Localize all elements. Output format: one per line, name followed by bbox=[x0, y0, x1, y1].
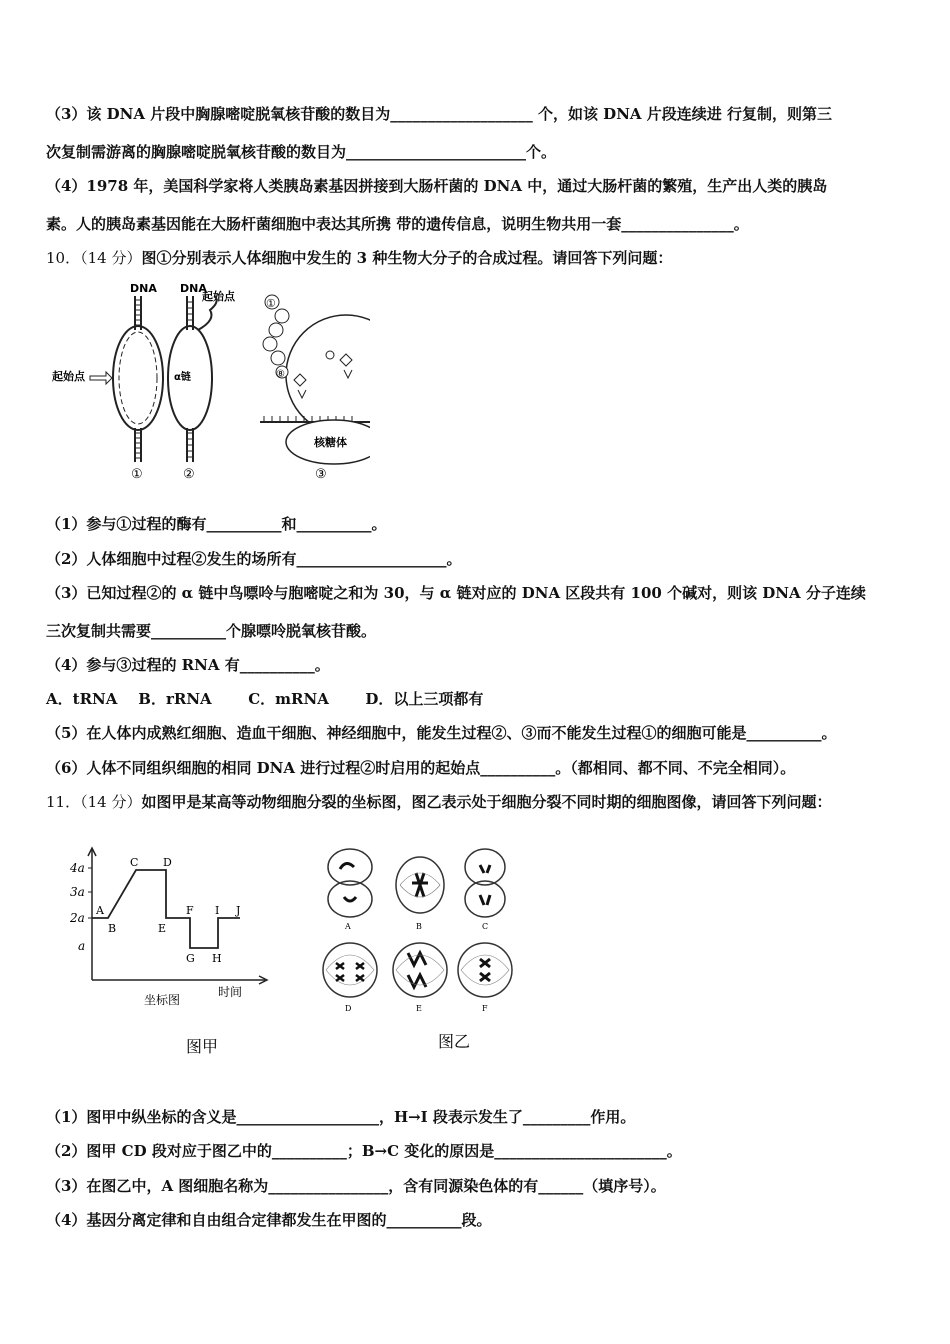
q10-part4: （4）参与③过程的 RNA 有__________。 bbox=[46, 656, 330, 674]
cell-label-E: E bbox=[416, 1004, 422, 1013]
cell-label-F: F bbox=[482, 1004, 488, 1013]
q11-number: 11．（14 分） bbox=[46, 793, 142, 811]
cell-A bbox=[328, 849, 372, 917]
q11-stem-text: 如图甲是某高等动物细胞分裂的坐标图，图乙表示处于细胞分裂不同时期的细胞图像，请回答下列问题： bbox=[141, 793, 832, 811]
q10-part2: （2）人体细胞中过程②发生的场所有____________________。 bbox=[46, 550, 462, 568]
q9-part4-line2: 素。人的胰岛素基因能在大肠杆菌细胞中表达其所携 带的遗传信息，说明生物共用一套_______________。 bbox=[46, 215, 749, 233]
point-I: I bbox=[215, 904, 220, 917]
q10-part1: （1）参与①过程的酶有__________和__________。 bbox=[46, 515, 387, 533]
graph-title: 坐标图 bbox=[144, 993, 181, 1007]
y-tick-a: a bbox=[78, 939, 86, 953]
y-tick-3a: 3a bbox=[70, 885, 85, 899]
point-A: A bbox=[96, 904, 104, 917]
q10-part3-line1: （3）已知过程②的 α 链中鸟嘌呤与胞嘧啶之和为 30，与 α 链对应的 DNA 区段共有 100 个碱对，则该 DNA 分子连续 bbox=[46, 584, 866, 602]
q10-figure bbox=[50, 280, 370, 480]
point-E: E bbox=[158, 922, 167, 935]
origin-label-1: 起始点 bbox=[52, 370, 85, 383]
q10-part3-line2: 三次复制共需要__________个腺嘌呤脱氧核苷酸。 bbox=[46, 622, 377, 640]
point-C: C bbox=[130, 856, 139, 869]
figure-yi-caption: 图乙 bbox=[438, 1032, 471, 1051]
cell-label-C: C bbox=[482, 922, 489, 931]
q11-stem bbox=[46, 791, 910, 812]
graph-jia-figure bbox=[60, 840, 290, 1060]
cell-D bbox=[323, 943, 377, 997]
cells-yi-figure bbox=[320, 845, 540, 1055]
process-1-mark: ① bbox=[131, 467, 143, 480]
q10-options: A．tRNA B．rRNA C．mRNA D．以上三项都有 bbox=[46, 690, 484, 708]
y-tick-4a: 4a bbox=[70, 861, 85, 875]
q10-part6: （6）人体不同组织细胞的相同 DNA 进行过程②时启用的起始点__________。（都相同、都不同、不完全相同）。 bbox=[46, 759, 796, 777]
q9-part4-line1: （4）1978 年，美国科学家将人类胰岛素基因拼接到大肠杆菌的 DNA 中，通过大肠杆菌的繁殖，生产出人类的胰岛 bbox=[46, 177, 828, 195]
q11-part1: （1）图甲中纵坐标的含义是___________________，H→I 段表示发生了_________作用。 bbox=[46, 1108, 636, 1126]
q10-number: 10．（14 分） bbox=[46, 249, 142, 267]
origin-label-2: 起始点 bbox=[202, 290, 235, 303]
q11-part3: （3）在图乙中，A 图细胞名称为________________，含有同源染色体的有______（填序号）。 bbox=[46, 1177, 666, 1195]
point-H: H bbox=[212, 952, 222, 965]
cell-label-B: B bbox=[416, 922, 422, 931]
cell-F bbox=[458, 943, 512, 997]
dna-label-1: DNA bbox=[130, 282, 157, 295]
q11-part2: （2）图甲 CD 段对应于图乙中的__________；B→C 变化的原因是_______________________。 bbox=[46, 1142, 682, 1160]
cell-label-D: D bbox=[345, 1004, 352, 1013]
process-3-mark: ③ bbox=[315, 467, 327, 480]
ribosome-label: 核糖体 bbox=[314, 436, 347, 449]
point-F: F bbox=[186, 904, 194, 917]
alpha-chain-label: α链 bbox=[174, 372, 191, 383]
cell-E bbox=[393, 943, 447, 997]
q10-part5: （5）在人体内成熟红细胞、造血干细胞、神经细胞中，能发生过程②、③而不能发生过程①的细胞可能是__________。 bbox=[46, 724, 837, 742]
point-B: B bbox=[108, 922, 117, 935]
point-J: J bbox=[236, 904, 241, 917]
q9-part3-line2: 次复制需游离的胸腺嘧啶脱氧核苷酸的数目为________________________个。 bbox=[46, 143, 557, 161]
q9-part3-line1: （3）该 DNA 片段中胸腺嘧啶脱氧核苷酸的数目为___________________ 个，如该 DNA 片段连续进 行复制，则第三 bbox=[46, 105, 832, 123]
point-G: G bbox=[186, 952, 195, 965]
cell-label-A: A bbox=[345, 922, 351, 931]
dna-label-2: DNA bbox=[180, 282, 207, 295]
q10-stem bbox=[46, 247, 910, 268]
cell-B bbox=[396, 857, 444, 913]
x-axis-label: 时间 bbox=[218, 985, 243, 999]
top-circle-mark: ① bbox=[266, 297, 276, 310]
q11-part4: （4）基因分离定律和自由组合定律都发生在甲图的__________段。 bbox=[46, 1211, 492, 1229]
process-2-mark: ② bbox=[183, 467, 195, 480]
ring-8-mark: ⑧ bbox=[276, 369, 285, 380]
figure-jia-caption: 图甲 bbox=[186, 1037, 219, 1056]
y-tick-2a: 2a bbox=[70, 911, 85, 925]
cell-C bbox=[465, 849, 505, 917]
point-D: D bbox=[163, 856, 172, 869]
q10-stem-text: 图①分别表示人体细胞中发生的 3 种生物大分子的合成过程。请回答下列问题： bbox=[141, 249, 673, 267]
